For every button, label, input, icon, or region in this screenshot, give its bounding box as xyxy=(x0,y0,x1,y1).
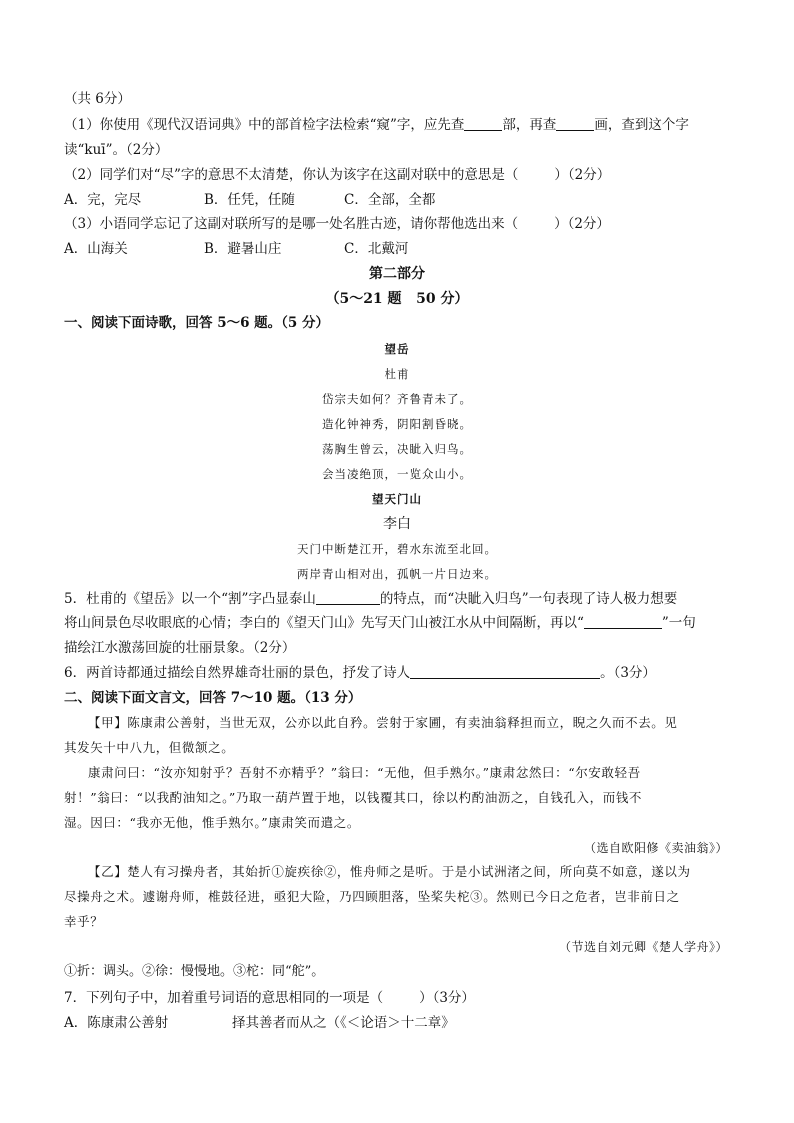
q4-part3-option-b: B．避暑山庄 xyxy=(204,241,282,257)
poem1-author: 杜甫 xyxy=(384,367,410,381)
q4-part2-stem: （2）同学们对“尽”字的意思不太清楚，你认为该字在这副对联中的意思是（ ）（2分） xyxy=(64,167,611,183)
poem2-line: 天门中断楚江开，碧水东流至北回。 xyxy=(297,542,497,556)
passage-yi-line: 尽操舟之术。遽谢舟师，椎鼓径进，亟犯大险，乃四顾胆落，坠桨失柁③。然则已今日之危者，岂非前日之 xyxy=(64,889,680,904)
poem1-title: 望岳 xyxy=(384,342,410,356)
part2-title: 第二部分 xyxy=(369,266,425,282)
section2-heading: 二、阅读下面文言文，回答 7～10 题。（13 分） xyxy=(64,690,362,706)
q7-stem: 7．下列句子中，加着重号词语的意思相同的一项是（ ）（3分） xyxy=(64,990,475,1006)
q5-line2: 将山间景色尽收眼底的心情；李白的《望天门山》先写天门山被江水从中间隔断，再以“ ”一句 xyxy=(64,615,696,631)
poem2-line: 两岸青山相对出，孤帆一片日边来。 xyxy=(297,567,497,581)
passage-jia-line: 康肃问曰：“汝亦知射乎？吾射不亦精乎？”翁曰：“无他，但手熟尔。”康肃忿然曰：“尔安敢轻吾 xyxy=(88,765,641,780)
passage-yi-source: （节选自刘元卿《楚人学舟》） xyxy=(558,940,728,954)
q4-score: （共 6分） xyxy=(64,91,131,107)
answer-blank[interactable] xyxy=(556,116,594,131)
passage-jia-line: 【甲】陈康肃公善射，当世无双，公亦以此自矜。尝射于家圃，有卖油翁释担而立，睨之久而不去。见 xyxy=(88,715,678,730)
q4-part2-option-a: A．完，完尽 xyxy=(64,192,142,208)
passage-yi-line: 幸乎？ xyxy=(64,914,104,929)
q5-line3: 描绘江水激荡回旋的壮丽景象。（2分） xyxy=(64,640,296,656)
q7-option-a-compare: 择其善者而从之（《＜论语＞十二章》 xyxy=(232,1015,455,1031)
footnotes: ①折：调头。②徐：慢慢地。③柁：同“舵”。 xyxy=(64,964,325,979)
poem2-title: 望天门山 xyxy=(372,492,422,506)
passage-yi-line: 【乙】楚人有习操舟者，其始折①旋疾徐②，惟舟师之是听。于是小试洲渚之间，所向莫不如意，遂以为 xyxy=(88,864,691,879)
poem1-line: 岱宗夫如何？齐鲁青未了。 xyxy=(322,392,472,406)
q4-part3-option-a: A．山海关 xyxy=(64,241,128,257)
passage-jia-source: （选自欧阳修《卖油翁》） xyxy=(583,841,728,855)
q4-part3-option-c: C．北戴河 xyxy=(344,241,409,257)
poem1-line: 造化钟神秀，阴阳割昏晓。 xyxy=(322,417,472,431)
answer-blank[interactable] xyxy=(316,590,380,605)
q4-part1-line2: 读“kuī”。（2分） xyxy=(64,142,169,158)
poem2-author: 李白 xyxy=(383,516,411,532)
q4-part1-line1: （1）你使用《现代汉语词典》中的部首检字法检索“窥”字，应先查 部，再查 画，查到这个字 xyxy=(64,117,689,133)
passage-jia-line: 其发矢十中八九，但微颔之。 xyxy=(64,740,235,755)
section1-heading: 一、阅读下面诗歌，回答 5～6 题。（5 分） xyxy=(64,315,330,331)
answer-blank[interactable] xyxy=(410,664,600,679)
q4-part2-option-c: C．全部，全都 xyxy=(344,192,436,208)
q6-line: 6．两首诗都通过描绘自然界雄奇壮丽的景色，抒发了诗人 。（3分） xyxy=(64,665,656,681)
answer-blank[interactable] xyxy=(584,614,662,629)
passage-jia-line: 湿。因曰：“我亦无他，惟手熟尔。”康肃笑而遣之。 xyxy=(64,815,360,830)
q4-part3-stem: （3）小语同学忘记了这副对联所写的是哪一处名胜古迹，请你帮他选出来（ ）（2分） xyxy=(64,216,610,232)
passage-jia-line: 射！”翁曰：“以我酌油知之。”乃取一葫芦置于地，以钱覆其口，徐以杓酌油沥之，自钱孔入，而钱不 xyxy=(64,790,643,805)
q7-option-a: A．陈康肃公善射 xyxy=(64,1015,169,1031)
poem1-line: 荡胸生曾云，决眦入归鸟。 xyxy=(322,442,472,456)
poem1-line: 会当凌绝顶，一览众山小。 xyxy=(322,467,472,481)
q5-line1: 5．杜甫的《望岳》以一个“割”字凸显泰山 的特点，而“决眦入归鸟”一句表现了诗人极力想要 xyxy=(64,591,678,607)
q4-part2-option-b: B．任凭，任随 xyxy=(204,192,295,208)
answer-blank[interactable] xyxy=(464,116,502,131)
part2-subtitle: （5～21 题 50 分） xyxy=(325,291,469,307)
